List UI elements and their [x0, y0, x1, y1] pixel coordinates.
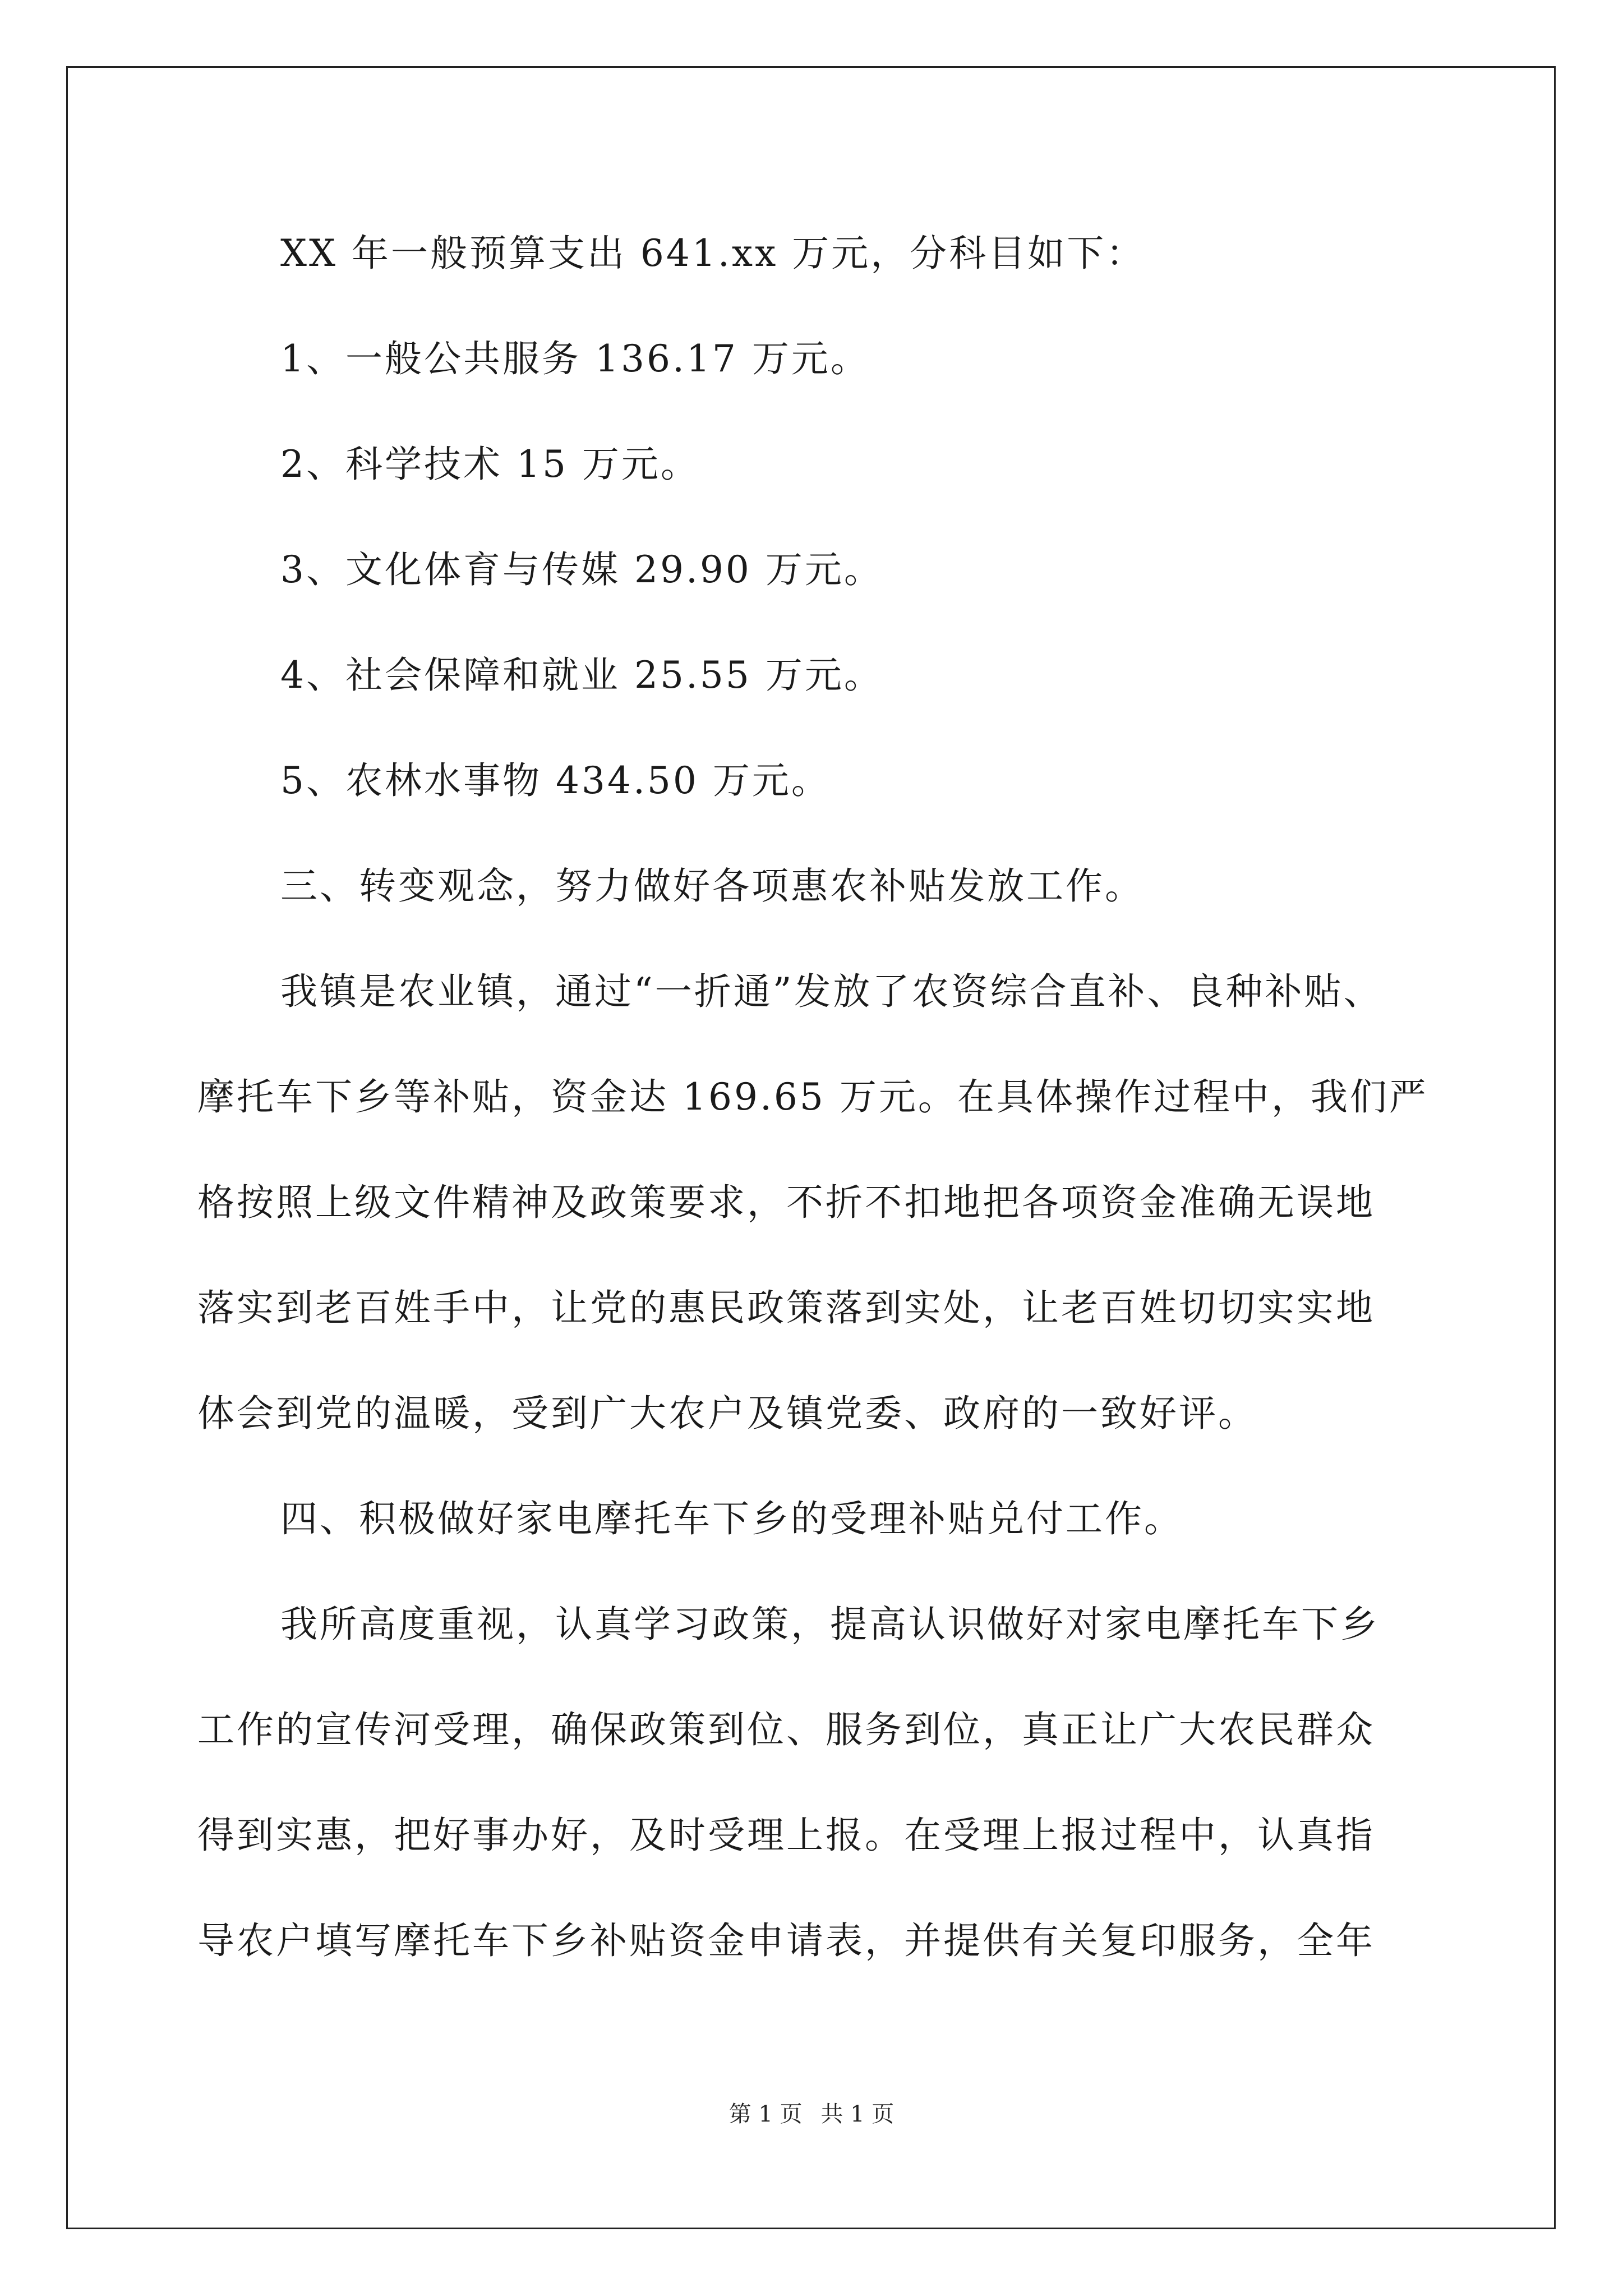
paragraph-line: 摩托车下乡等补贴，资金达 169.65 万元。在具体操作过程中，我们严 — [197, 1075, 1428, 1119]
paragraph-line: 2、科学技术 15 万元。 — [280, 443, 700, 486]
page-footer — [0, 2101, 1623, 2128]
section-heading: 四、积极做好家电摩托车下乡的受理补贴兑付工作。 — [280, 1497, 1183, 1540]
paragraph-line: XX 年一般预算支出 641.xx 万元，分科目如下： — [280, 232, 1146, 275]
paragraph-line: 得到实惠，把好事办好，及时受理上报。在受理上报过程中，认真指 — [197, 1814, 1375, 1857]
paragraph-line: 我所高度重视，认真学习政策，提高认识做好对家电摩托车下乡 — [280, 1603, 1380, 1646]
page-total: 共 1 页 — [820, 2101, 895, 2127]
paragraph-line: 工作的宣传河受理，确保政策到位、服务到位，真正让广大农民群众 — [197, 1708, 1375, 1751]
paragraph-line: 落实到老百姓手中，让党的惠民政策落到实处，让老百姓切切实实地 — [197, 1286, 1375, 1329]
page-number: 第 1 页 — [728, 2101, 803, 2127]
document-body — [197, 227, 1456, 1967]
paragraph-line: 导农户填写摩托车下乡补贴资金申请表，并提供有关复印服务，全年 — [197, 1919, 1375, 1962]
paragraph-line: 体会到党的温暖，受到广大农户及镇党委、政府的一致好评。 — [197, 1392, 1257, 1435]
section-heading: 三、转变观念，努力做好各项惠农补贴发放工作。 — [280, 864, 1144, 908]
paragraph-line: 1、一般公共服务 136.17 万元。 — [280, 337, 870, 380]
paragraph-line: 4、社会保障和就业 25.55 万元。 — [280, 654, 883, 697]
paragraph-line: 我镇是农业镇，通过“一折通”发放了农资综合直补、良种补贴、 — [280, 970, 1383, 1013]
paragraph-line: 3、文化体育与传媒 29.90 万元。 — [280, 548, 883, 591]
paragraph-line: 格按照上级文件精神及政策要求，不折不扣地把各项资金准确无误地 — [197, 1181, 1375, 1224]
paragraph-line: 5、农林水事物 434.50 万元。 — [280, 759, 831, 802]
